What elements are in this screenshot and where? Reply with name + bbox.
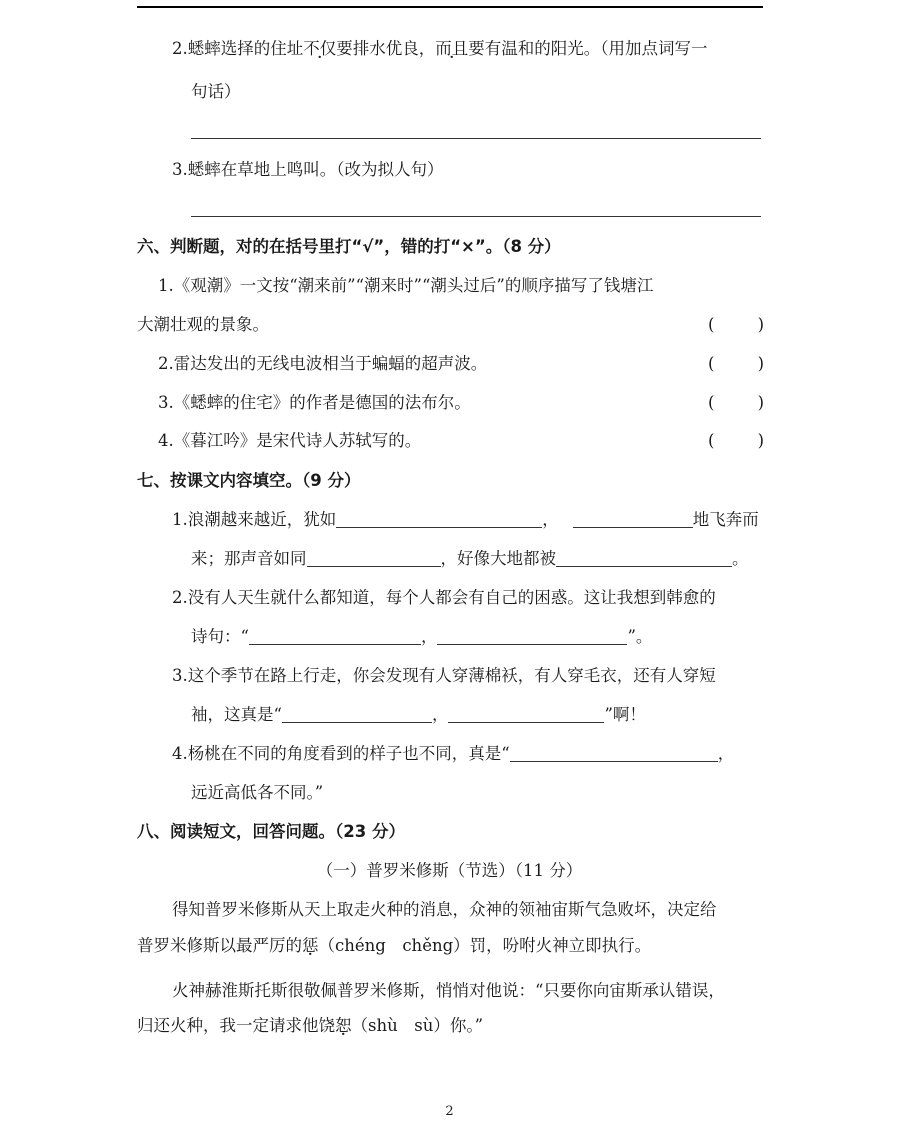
s5-q2-text-b: 要排水优良， <box>336 39 436 58</box>
passage-p1-text-b: （chéng chěng）罚，吩咐火神立即执行。 <box>318 936 652 955</box>
s7-q2-line2 <box>191 625 652 649</box>
s7-q1-text-f: 。 <box>732 549 749 568</box>
dotted-word-1: 不仅 <box>303 39 337 58</box>
paren-close: ) <box>757 393 764 412</box>
answer-paren-3[interactable] <box>708 391 764 415</box>
s7-q4-text-a: 4.杨桃在不同的角度看到的样子也不同，真是“ <box>172 744 510 763</box>
paren-close: ) <box>757 431 764 450</box>
passage-subtitle: （一）普罗米修斯（节选）（11 分） <box>316 861 583 880</box>
fill-blank[interactable] <box>336 509 542 528</box>
fill-blank[interactable] <box>448 704 604 723</box>
passage-p2-line2 <box>137 1014 483 1038</box>
s6-item4: 4.《暮江吟》是宋代诗人苏轼写的。 <box>158 431 422 450</box>
s7-q3-text-b: 袖，这真是“ <box>191 705 282 724</box>
passage-p2-line1: 火神赫淮斯托斯很敬佩普罗米修斯，悄悄对他说：“只要你向宙斯承认错误， <box>172 981 725 1000</box>
section6-heading: 六、判断题，对的在括号里打“√”，错的打“×”。（8 分） <box>137 237 561 256</box>
s7-q2-text-d: ”。 <box>627 627 653 646</box>
paren-open: ( <box>708 431 715 450</box>
s7-q1-text-c: 地飞奔而 <box>692 510 759 529</box>
s7-q4-text-b: ， <box>717 744 735 763</box>
fill-blank[interactable] <box>573 509 693 528</box>
s7-q4-line2: 远近高低各不同。” <box>191 783 324 802</box>
s7-q1-text-d: 来；那声音如同 <box>191 549 307 568</box>
s7-q2-text-b: 诗句：“ <box>191 627 249 646</box>
fill-blank[interactable] <box>307 548 441 567</box>
fill-blank[interactable] <box>510 743 718 762</box>
s7-q4-line1 <box>172 742 734 766</box>
s7-q3-text-d: ”啊！ <box>604 705 646 724</box>
s6-item2: 2.雷达发出的无线电波相当于蝙蝠的超声波。 <box>158 354 488 373</box>
s5-q2-line1 <box>172 37 708 61</box>
answer-paren-2[interactable] <box>708 352 764 376</box>
s7-q3-line2 <box>191 703 646 727</box>
s7-q2-line1: 2.没有人天生就什么都知道，每个人都会有自己的困惑。这让我想到韩愈的 <box>172 588 716 607</box>
s7-q1-text-e: ，好像大地都被 <box>440 549 556 568</box>
passage-p2-text-a: 归还火种，我一定请求他饶 <box>137 1016 335 1035</box>
dotted-word-2: 而且 <box>435 39 469 58</box>
section7-heading: 七、按课文内容填空。（9 分） <box>137 471 361 490</box>
fill-blank[interactable] <box>282 704 432 723</box>
s7-q1-text-a: 1.浪潮越来越近，犹如 <box>172 510 337 529</box>
passage-p1-line1: 得知普罗米修斯从天上取走火种的消息，众神的领袖宙斯气急败坏，决定给 <box>172 900 717 919</box>
s6-item1-line1: 1.《观潮》一文按“潮来前”“潮来时”“潮头过后”的顺序描写了钱塘江 <box>158 276 654 295</box>
passage-p1-text-a: 普罗米修斯以最严厉的 <box>137 936 302 955</box>
fill-blank[interactable] <box>556 548 732 567</box>
header-rule <box>137 6 763 8</box>
s6-item3: 3.《蟋蟀的住宅》的作者是德国的法布尔。 <box>158 393 471 412</box>
s7-q1-text-b: ， <box>542 510 559 529</box>
page-number: 2 <box>445 1104 454 1119</box>
s7-q1-line2 <box>191 547 749 571</box>
answer-line-s5-q2[interactable] <box>191 138 761 139</box>
s5-q2-text-c: 要有温和的阳光。（用加点词写一 <box>468 39 708 58</box>
s7-q3-line1: 3.这个季节在路上行走，你会发现有人穿薄棉袄，有人穿毛衣，还有人穿短 <box>172 666 716 685</box>
passage-p2-text-b: （shù sù）你。” <box>351 1016 484 1035</box>
passage-p1-line2 <box>137 934 651 958</box>
fill-blank[interactable] <box>437 626 627 645</box>
s6-item1-line2: 大潮壮观的景象。 <box>137 315 269 334</box>
dotted-char-2: 恕 <box>335 1016 352 1035</box>
s7-q2-text-c: ， <box>420 627 438 646</box>
dotted-char-1: 惩 <box>302 936 319 955</box>
s7-q3-text-c: ， <box>431 705 449 724</box>
answer-line-s5-q3[interactable] <box>191 216 761 217</box>
paren-open: ( <box>708 393 715 412</box>
s7-q1-line1 <box>172 508 759 532</box>
paren-open: ( <box>708 315 715 334</box>
fill-blank[interactable] <box>249 626 421 645</box>
section8-heading: 八、阅读短文，回答问题。（23 分） <box>137 822 405 841</box>
paren-open: ( <box>708 354 715 373</box>
s5-q2-text-a: 2.蟋蟀选择的住址 <box>172 39 304 58</box>
answer-paren-4[interactable] <box>708 429 764 453</box>
paren-close: ) <box>757 315 764 334</box>
paren-close: ) <box>757 354 764 373</box>
answer-paren-1[interactable] <box>708 313 764 337</box>
s5-q2-line2: 句话） <box>191 82 241 101</box>
s5-q3-text: 3.蟋蟀在草地上鸣叫。（改为拟人句） <box>172 160 444 179</box>
